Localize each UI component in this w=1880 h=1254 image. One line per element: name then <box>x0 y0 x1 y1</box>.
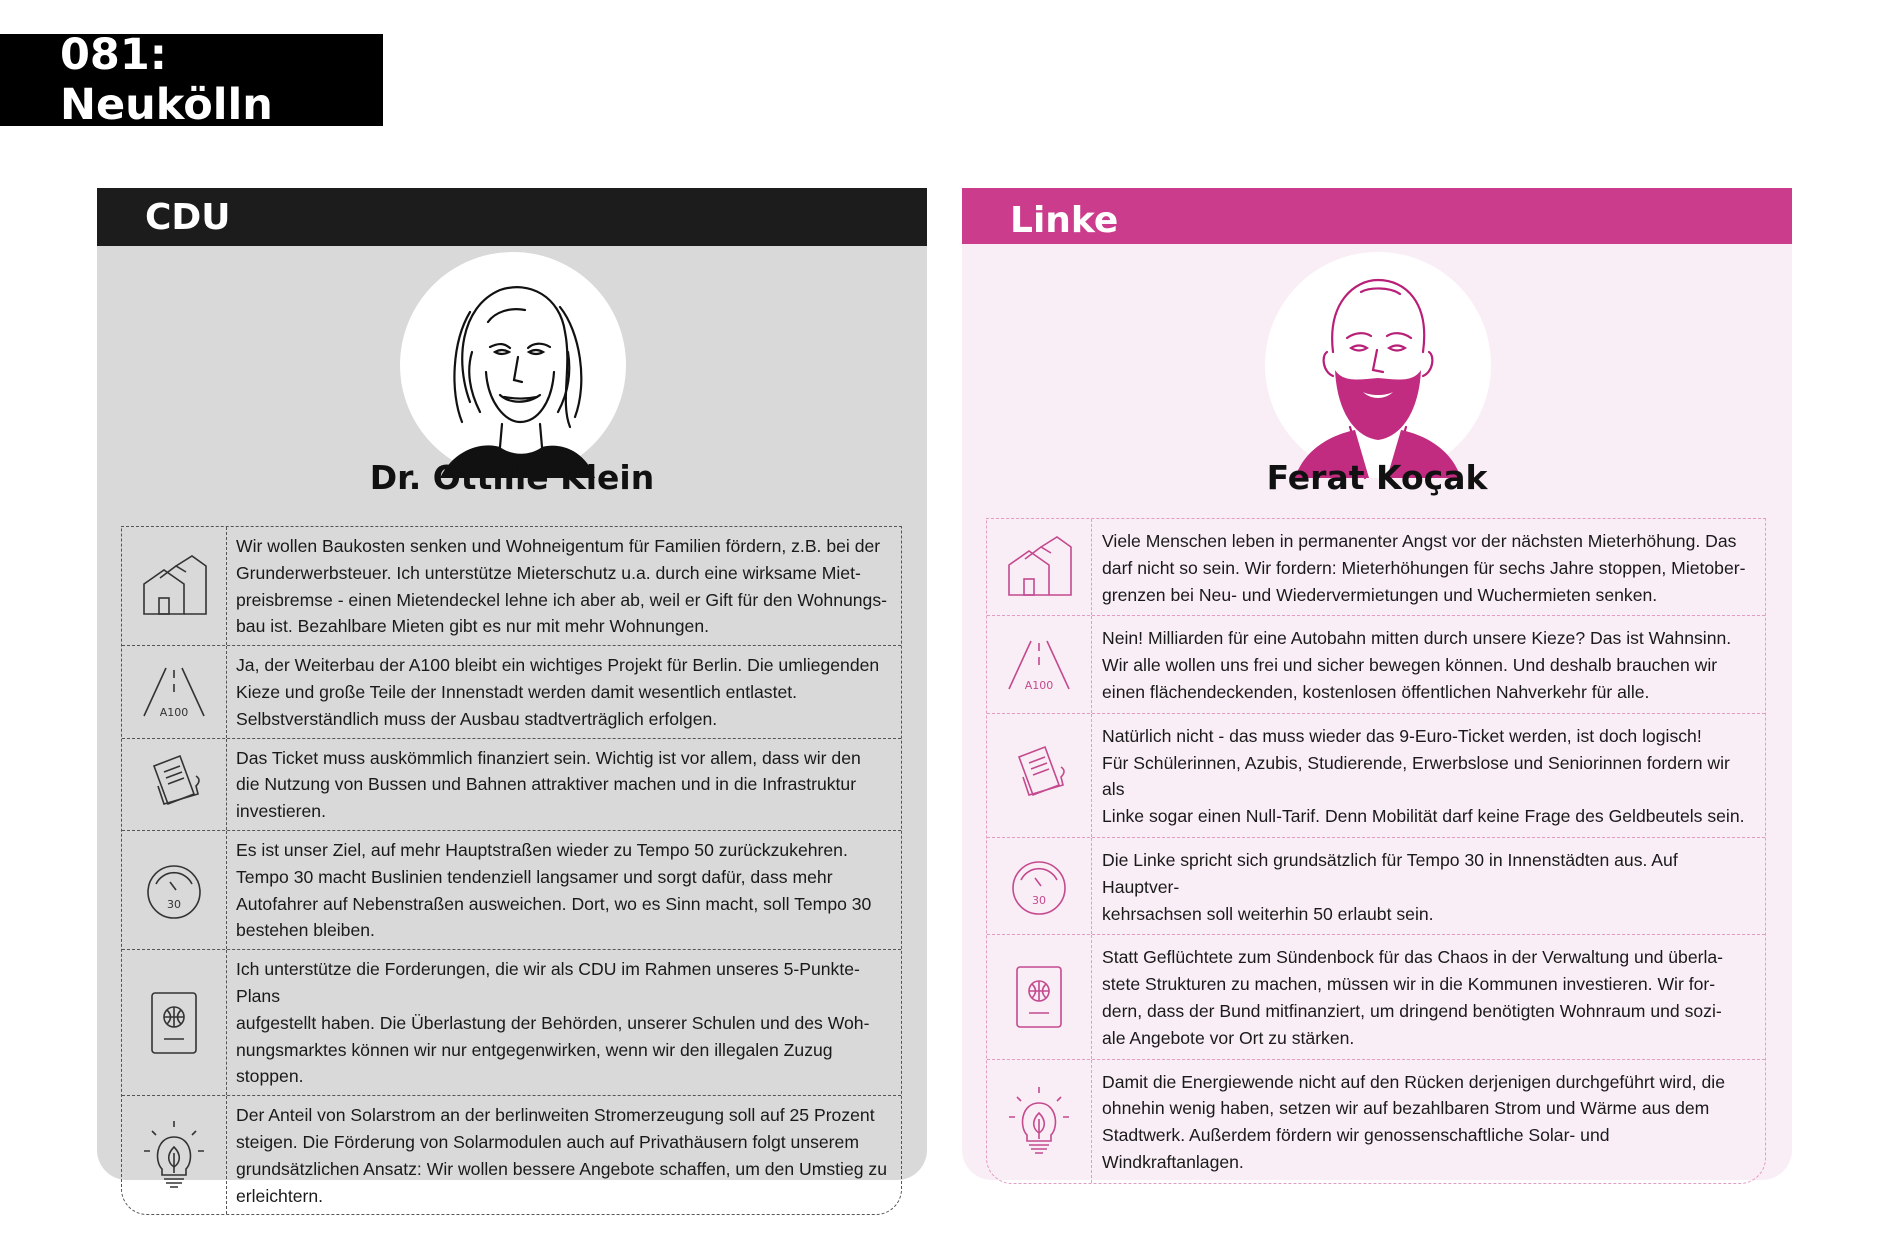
house-icon <box>136 548 212 624</box>
answer-text: Der Anteil von Solarstrom an der berlinweiten Stromerzeugung soll auf 25 Prozent steigen. Die Förderung von Solarmodulen auch auf Privathäusern folgt unserem grundsätzlichen Ansatz: Wir wollen bessere Angebote schaffen, um den Umstieg zu erleichtern. <box>236 1105 888 1206</box>
house-icon <box>1001 529 1077 605</box>
answer-row-energy <box>987 1060 1765 1183</box>
answer-row-ticket <box>987 714 1765 838</box>
lightbulb-icon <box>136 1117 212 1193</box>
answer-row-tempo <box>987 838 1765 935</box>
lightbulb-icon <box>1001 1083 1077 1159</box>
answer-row-housing <box>987 519 1765 616</box>
answer-row-housing <box>122 527 901 646</box>
portrait-ferat-kocak <box>1265 252 1491 478</box>
page-title: 081: Neukölln <box>0 34 383 126</box>
passport-icon <box>1001 959 1077 1035</box>
portrait-ottilie-klein <box>400 252 626 478</box>
passport-icon <box>136 985 212 1061</box>
answer-text: Das Ticket muss auskömmlich finanziert sein. Wichtig ist vor allem, dass wir den die Nutzung von Bussen und Bahnen attraktiver machen und in die Infrastruktur investieren. <box>236 747 861 822</box>
answer-row-migration <box>122 950 901 1096</box>
linke-card <box>962 188 1792 1180</box>
answers-table-linke <box>986 518 1766 1184</box>
portrait-man-icon <box>1265 252 1491 478</box>
candidate-name-cdu: Dr. Ottilie Klein <box>369 458 655 497</box>
road-label: A100 <box>159 705 189 719</box>
ticket-icon <box>136 746 212 822</box>
road-a100-icon <box>136 654 212 730</box>
party-header-linke: Linke <box>962 188 1792 244</box>
road-a100-icon <box>1001 627 1077 703</box>
ticket-icon <box>1001 737 1077 813</box>
answer-row-migration <box>987 935 1765 1059</box>
candidate-name-linke: Ferat Koçak <box>1266 458 1488 497</box>
answer-text: Damit die Energiewende nicht auf den Rücken derjenigen durchgeführt wird, die ohnehin wenig haben, setzen wir auf bezahlbaren Strom und Wärme aus dem Stadtwerk. Außerdem fördern wir genossenschaftliche Solar- und Windkraftanlagen. <box>1102 1071 1725 1172</box>
speed-label: 30 <box>167 898 181 912</box>
portrait-woman-icon <box>400 252 626 478</box>
party-header-cdu: CDU <box>97 188 927 246</box>
answer-row-ticket <box>122 739 901 831</box>
speedometer-30-icon <box>1001 848 1077 924</box>
answer-row-a100 <box>987 616 1765 713</box>
answer-text: Natürlich nicht - das muss wieder das 9-Euro-Ticket werden, ist doch logisch! Für Schülerinnen, Azubis, Studierende, Erwerbslose und Seniorinnen fordern wir als Linke sogar einen Null-Tarif. Denn Mobilität darf keine Frage des Geldbeutels sein. <box>1102 725 1745 827</box>
answer-text: Viele Menschen leben in permanenter Angst vor der nächsten Mieterhöhung. Das darf nicht so sein. Wir fordern: Mieterhöhungen für sechs Jahre stoppen, Mietober- grenzen bei Neu- und Wiedervermietungen und Wuchermieten senken. <box>1102 531 1746 605</box>
speed-label: 30 <box>1032 894 1046 908</box>
cdu-card <box>97 188 927 1206</box>
road-label: A100 <box>1024 678 1054 692</box>
answers-table-cdu <box>121 526 902 1215</box>
answer-row-tempo <box>122 831 901 950</box>
answer-row-energy <box>122 1096 901 1214</box>
answer-text: Ja, der Weiterbau der A100 bleibt ein wichtiges Projekt für Berlin. Die umliegenden Kieze und große Teile der Innenstadt werden damit wesentlich entlastet. Selbstverständlich muss der Ausbau stadtverträglich erfolgen. <box>236 655 880 729</box>
answer-text: Die Linke spricht sich grundsätzlich für Tempo 30 in Innenstädten aus. Auf Hauptver- kehrsachsen soll weiterhin 50 erlaubt sein. <box>1102 849 1678 924</box>
answer-text: Nein! Milliarden für eine Autobahn mitten durch unsere Kieze? Das ist Wahnsinn. Wir alle wollen uns frei und sicher bewegen können. Und deshalb brauchen wir einen flächendeckenden, kostenlosen öffentlichen Nahverkehr für alle. <box>1102 628 1732 702</box>
speedometer-30-icon <box>136 852 212 928</box>
answer-text: Statt Geflüchtete zum Sündenbock für das Chaos in der Verwaltung und überla- stete Strukturen zu machen, müssen wir in die Kommunen investieren. Wir for- dern, dass der Bund mitfinanziert, um dringend benötigten Wohnraum und sozi- ale Angebote vor Ort zu stärken. <box>1102 947 1724 1048</box>
answer-text: Wir wollen Baukosten senken und Wohneigentum für Familien fördern, z.B. bei der Grunderwerbsteuer. Ich unterstütze Mieterschutz u.a. durch eine wirksame Miet- preisbremse - einen Mietendeckel lehne ich aber ab, weil er Gift für den Wohnungs- bau ist. Bezahlbare Mieten gibt es nur mit mehr Wohnungen. <box>236 536 887 637</box>
answer-text: Es ist unser Ziel, auf mehr Hauptstraßen wieder zu Tempo 50 zurückzukehren. Tempo 30 macht Buslinien tendenziell langsamer und sorgt dafür, dass mehr Autofahrer auf Nebenstraßen ausweichen. Dort, wo es Sinn macht, soll Tempo 30 bestehen bleiben. <box>236 839 872 941</box>
answer-row-a100 <box>122 646 901 738</box>
answer-text: Ich unterstütze die Forderungen, die wir als CDU im Rahmen unseres 5-Punkte-Plans aufgestellt haben. Die Überlastung der Behörden, unserer Schulen und des Woh- nungsmarktes können wir nur entgegenwirken, wenn wir den illegalen Zuzug stoppen. <box>236 959 870 1087</box>
